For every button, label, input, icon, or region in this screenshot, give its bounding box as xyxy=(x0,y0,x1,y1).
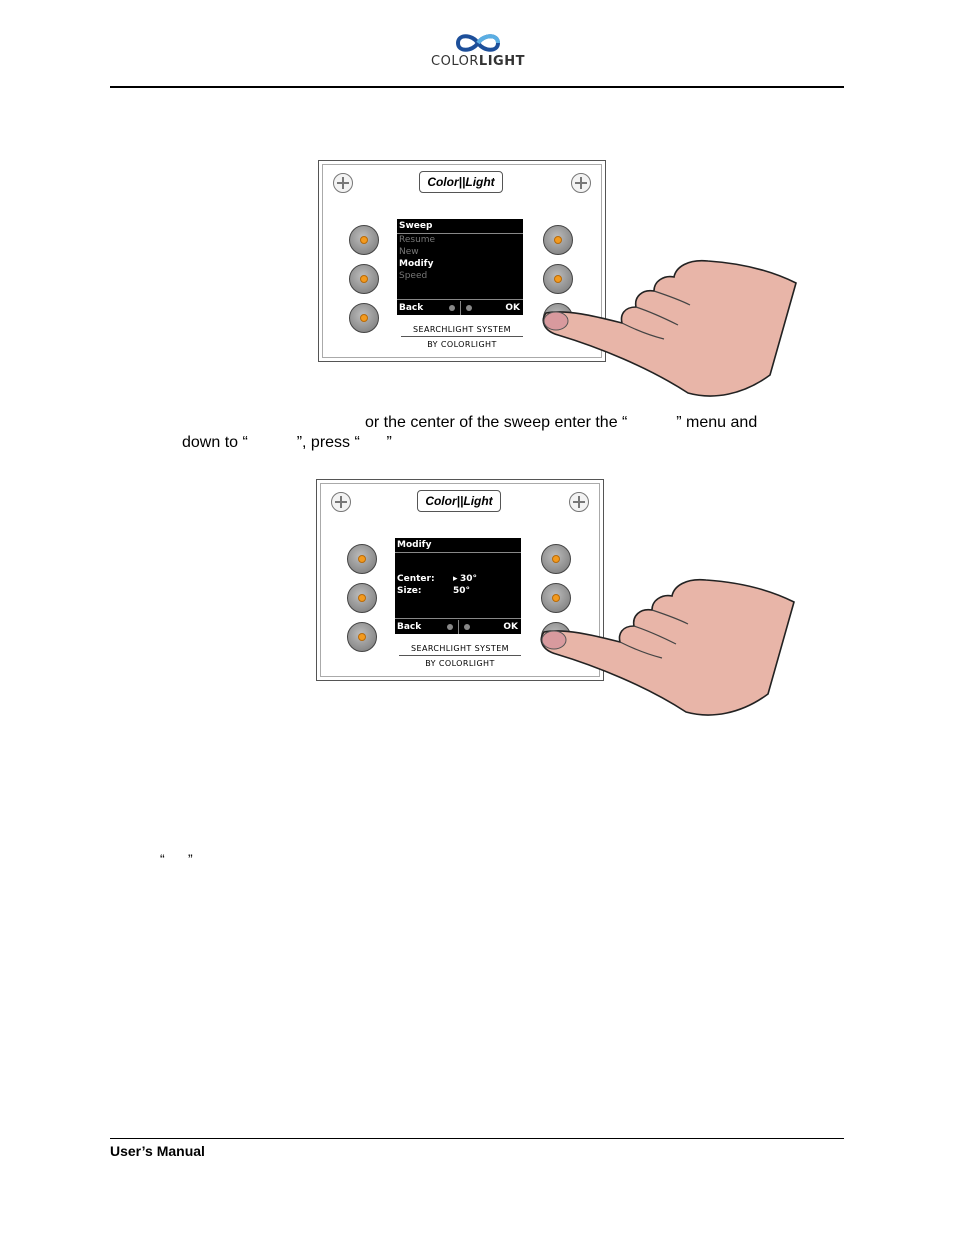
footer-manual-label: User’s Manual xyxy=(110,1143,205,1159)
by-caption: BY COLORLIGHT xyxy=(427,340,497,349)
panel-brand-label: Color||Light xyxy=(419,171,503,193)
left-button-1[interactable] xyxy=(347,544,377,574)
left-button-2[interactable] xyxy=(349,264,379,294)
footer-rule xyxy=(110,1138,844,1139)
size-label: Size: xyxy=(397,586,422,596)
indicator-dot xyxy=(447,624,453,630)
right-button-1[interactable] xyxy=(541,544,571,574)
back-softkey-label: Back xyxy=(397,622,422,632)
screw-icon xyxy=(569,492,589,512)
system-caption: SEARCHLIGHT SYSTEM xyxy=(413,325,511,334)
indicator-dot xyxy=(449,305,455,311)
size-value[interactable]: 50° xyxy=(453,586,471,596)
menu-item-new[interactable]: New xyxy=(399,247,419,257)
panel-brand-label: Color||Light xyxy=(417,490,501,512)
ok-softkey-label: OK xyxy=(505,303,520,313)
indicator-dot xyxy=(466,305,472,311)
indicator-dot xyxy=(464,624,470,630)
center-selector-arrow-icon: ▸ xyxy=(453,574,458,584)
screen-title: Modify xyxy=(397,540,432,550)
ok-softkey-label: OK xyxy=(503,622,518,632)
screw-icon xyxy=(333,173,353,193)
screw-icon xyxy=(331,492,351,512)
infinity-logo-icon xyxy=(452,32,504,54)
colorlight-logo xyxy=(428,30,528,74)
pointing-hand-icon xyxy=(536,574,798,719)
pointing-hand-icon xyxy=(538,255,800,400)
back-softkey-label: Back xyxy=(399,303,424,313)
quote-marks-text: “ ” xyxy=(160,851,193,867)
menu-item-modify[interactable]: Modify xyxy=(399,259,434,269)
screen-title: Sweep xyxy=(399,221,433,231)
lcd-screen xyxy=(395,538,521,634)
instruction-line-2: down to “ ”, press “ ” xyxy=(182,434,392,451)
left-button-2[interactable] xyxy=(347,583,377,613)
header-rule xyxy=(110,86,844,88)
center-label: Center: xyxy=(397,574,435,584)
control-panel-figure-modify xyxy=(316,479,816,729)
lcd-screen xyxy=(397,219,523,315)
instruction-line-1: or the center of the sweep enter the “ ” menu and xyxy=(365,414,758,431)
menu-item-resume[interactable]: Resume xyxy=(399,235,436,245)
left-button-1[interactable] xyxy=(349,225,379,255)
screw-icon xyxy=(571,173,591,193)
logo-wordmark: COLORLIGHT xyxy=(431,54,525,69)
right-button-1[interactable] xyxy=(543,225,573,255)
center-value[interactable]: 30° xyxy=(460,574,478,584)
system-caption: SEARCHLIGHT SYSTEM xyxy=(411,644,509,653)
by-caption: BY COLORLIGHT xyxy=(425,659,495,668)
menu-item-speed[interactable]: Speed xyxy=(399,271,428,281)
control-panel-figure-sweep xyxy=(318,160,818,410)
